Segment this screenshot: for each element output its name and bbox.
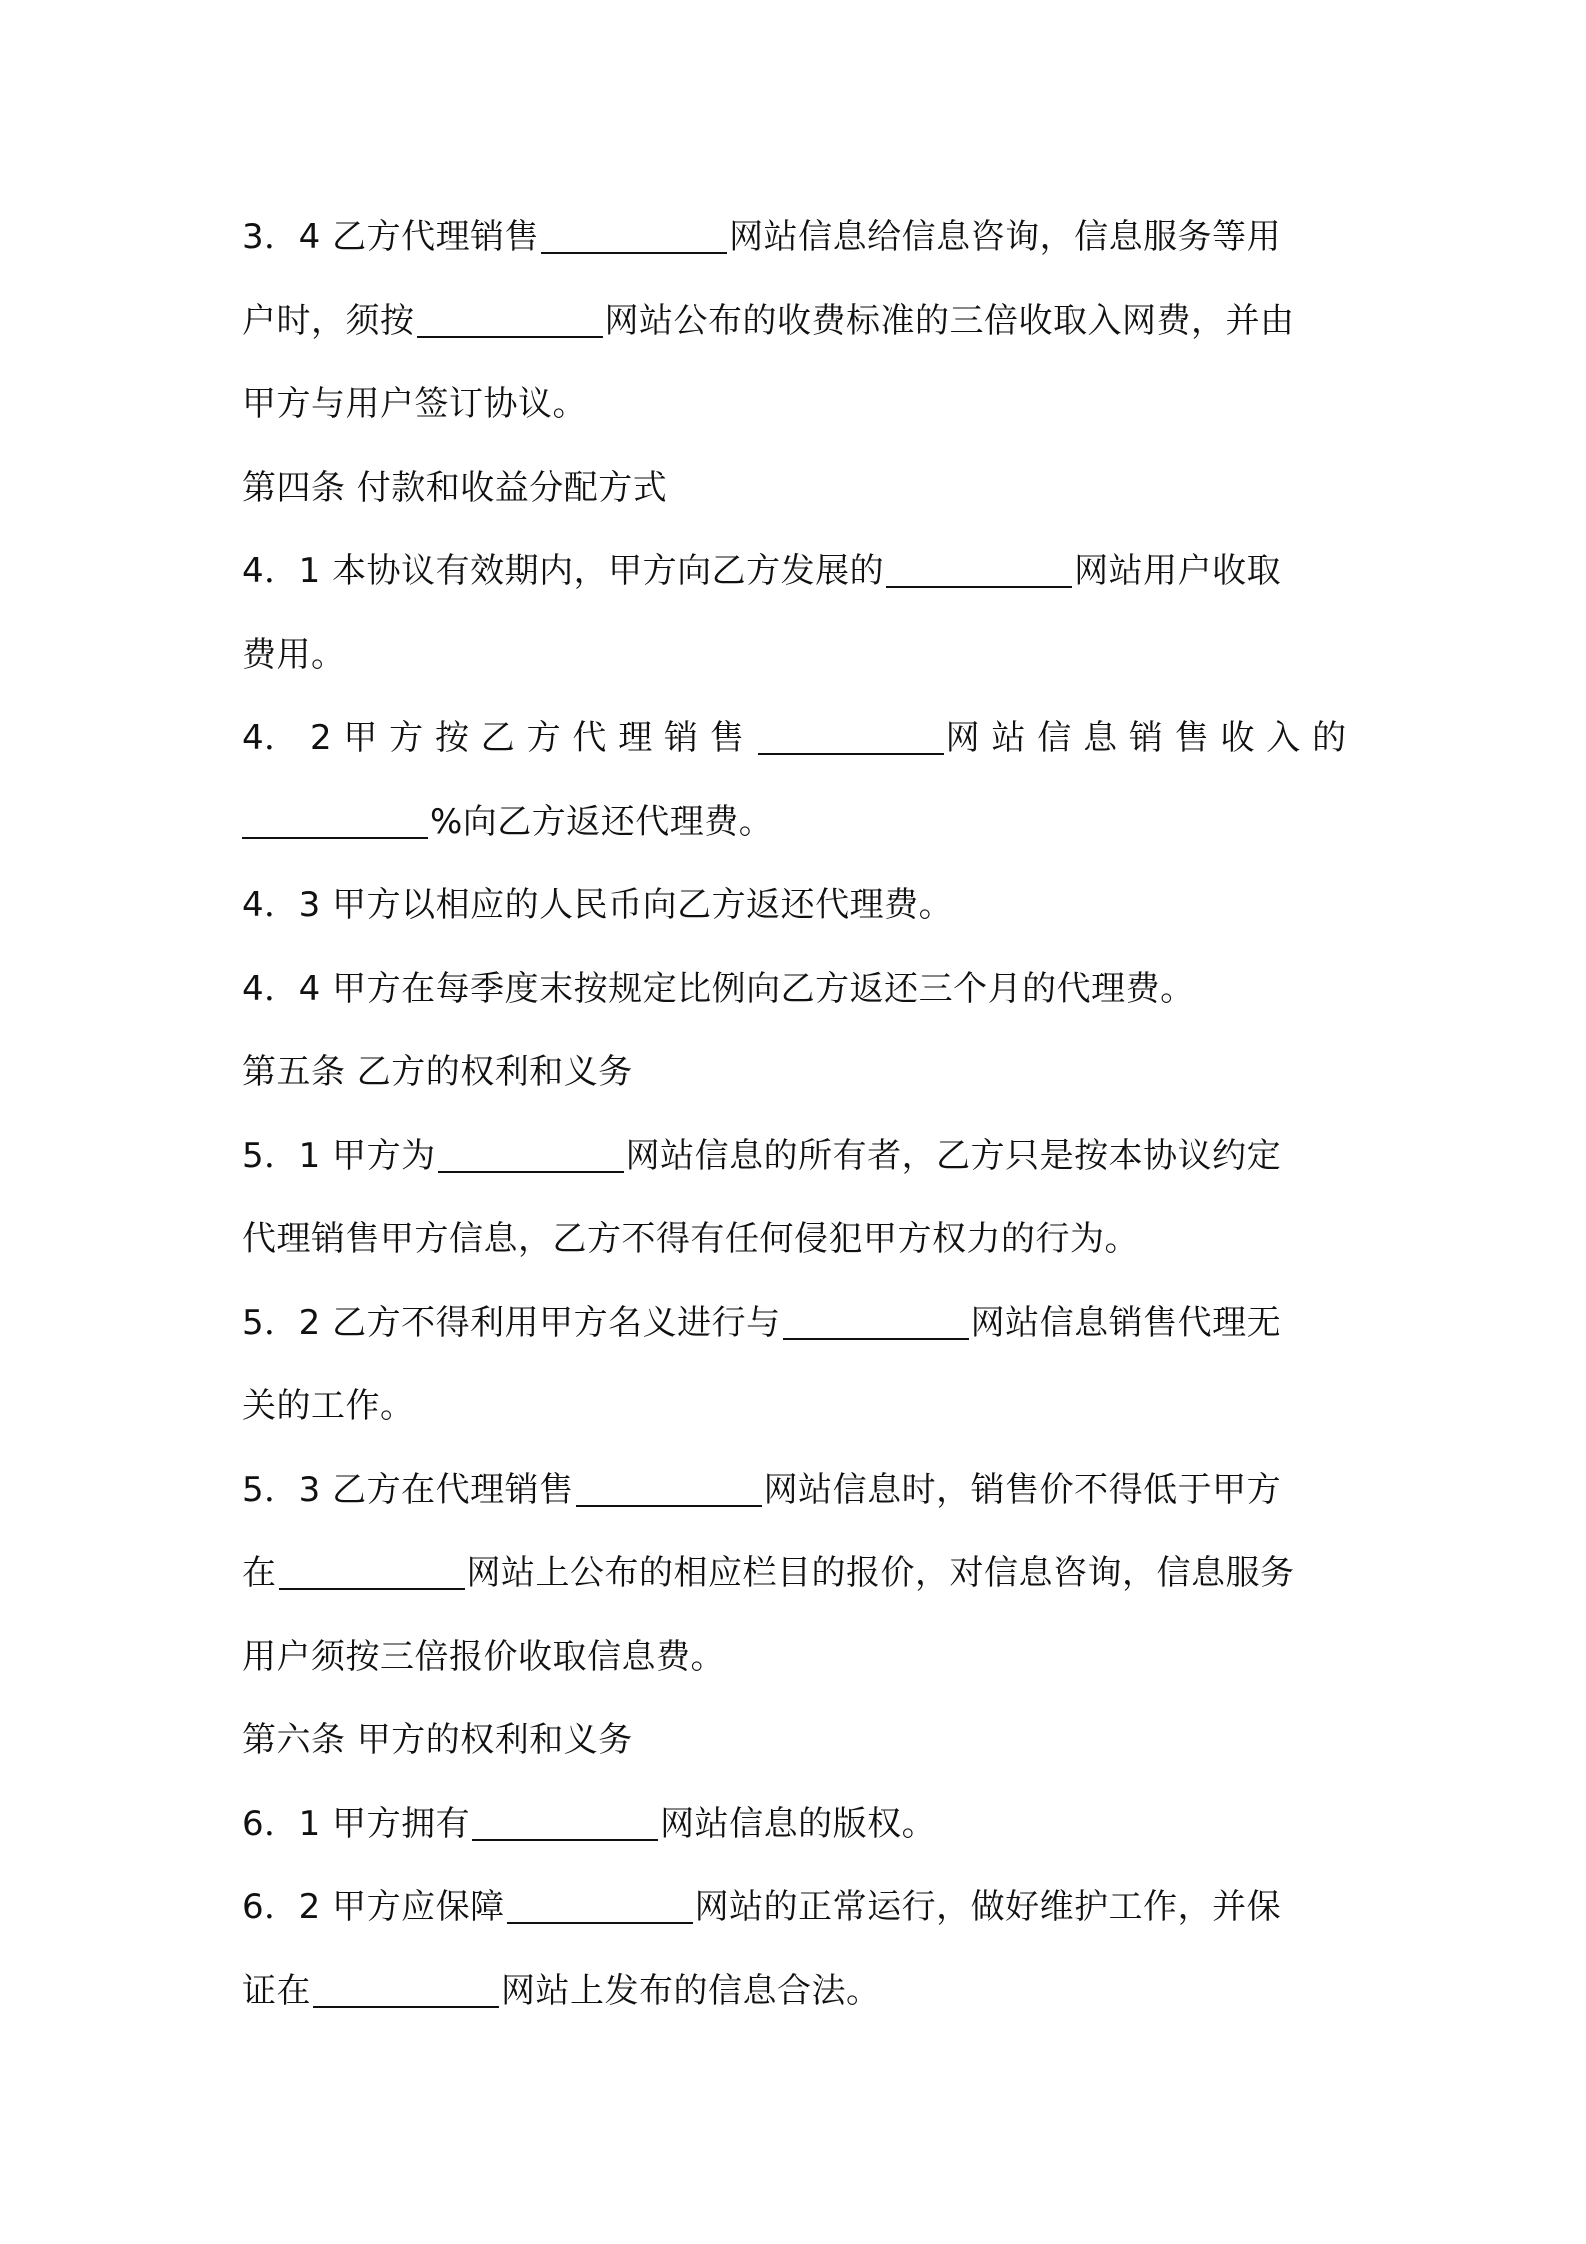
text-segment: 网站信息时，销售价不得低于甲方: [763, 1469, 1282, 1510]
text-segment: 网站信息给信息咨询，信息服务等用: [729, 217, 1282, 257]
clause-4-4: [242, 948, 1358, 1032]
fill-in-blank: [576, 1471, 762, 1507]
text-segment: 4．1 本协议有效期内，甲方向乙方发展的: [242, 551, 885, 591]
text-segment: 5．3 乙方在代理销售: [242, 1469, 574, 1510]
text-segment: 网站用户收取: [1074, 551, 1282, 591]
text-segment: 网站信息的版权。: [660, 1803, 937, 1844]
text-segment: 网站信息的所有者，乙方只是按本协议约定: [625, 1135, 1282, 1176]
text-segment: 4．3 甲方以相应的人民币向乙方返还代理费。: [242, 885, 954, 925]
clause-5-1-line-2: [242, 1198, 1358, 1282]
text-segment: 代理销售甲方信息，乙方不得有任何侵犯甲方权力的行为。: [242, 1219, 1139, 1259]
text-segment: 3．4 乙方代理销售: [242, 217, 540, 257]
text-segment: 网 站 信 息 销 售 收 入 的: [945, 718, 1347, 758]
fill-in-blank: [507, 1888, 693, 1924]
fill-in-blank: [417, 302, 603, 338]
text-segment: 费用。: [242, 634, 346, 675]
text-segment: 6．1 甲方拥有: [242, 1803, 471, 1844]
clause-3-4-line-3: [242, 363, 1358, 447]
clause-5-2-line-2: [242, 1365, 1358, 1449]
text-segment: 户时，须按: [242, 300, 415, 341]
text-segment: 甲方与用户签订协议。: [242, 384, 587, 424]
text-segment: 网站信息销售代理无: [970, 1302, 1282, 1343]
fill-in-blank: [313, 1972, 499, 2008]
clause-4-3: [242, 864, 1358, 948]
section-heading-4: [242, 447, 1358, 531]
clause-5-3-line-1: [242, 1449, 1358, 1533]
fill-in-blank: [783, 1304, 969, 1340]
text-segment: 用户须按三倍报价收取信息费。: [242, 1636, 725, 1677]
clause-3-4-line-1: [242, 196, 1358, 280]
fill-in-blank: [279, 1554, 465, 1590]
text-segment: 网站上公布的相应栏目的报价，对信息咨询，信息服务: [466, 1553, 1295, 1593]
fill-in-blank: [541, 218, 727, 254]
text-segment: 4． 2 甲 方 按 乙 方 代 理 销 售: [242, 718, 756, 758]
clause-6-2-line-1: [242, 1866, 1358, 1950]
fill-in-blank: [472, 1805, 658, 1841]
clause-4-1-line-1: [242, 530, 1358, 614]
text-segment: 5．1 甲方为: [242, 1135, 436, 1176]
clause-6-2-line-2: [242, 1950, 1358, 2034]
text-segment: 在: [242, 1553, 277, 1593]
fill-in-blank: [758, 719, 944, 755]
text-segment: 网站公布的收费标准的三倍收取入网费，并由: [604, 300, 1295, 341]
clause-3-4-line-2: [242, 280, 1358, 364]
text-segment: 证在: [242, 1970, 311, 2011]
text-segment: 关的工作。: [242, 1386, 415, 1426]
clause-5-2-line-1: [242, 1282, 1358, 1366]
fill-in-blank: [242, 803, 428, 839]
text-segment: %向乙方返还代理费。: [430, 801, 774, 842]
clause-4-2-line-1: [242, 697, 1358, 781]
clause-4-1-line-2: [242, 614, 1358, 698]
section-heading-5: [242, 1031, 1358, 1115]
document-body: [242, 196, 1358, 2033]
text-segment: 4．4 甲方在每季度末按规定比例向乙方返还三个月的代理费。: [242, 968, 1195, 1009]
clause-6-1: [242, 1783, 1358, 1867]
text-segment: 5．2 乙方不得利用甲方名义进行与: [242, 1302, 781, 1343]
clause-5-3-line-2: [242, 1532, 1358, 1616]
heading-text: 第五条 乙方的权利和义务: [242, 1052, 633, 1092]
text-segment: 网站的正常运行，做好维护工作，并保: [694, 1887, 1282, 1927]
heading-text: 第四条 付款和收益分配方式: [242, 467, 668, 508]
text-segment: 6．2 甲方应保障: [242, 1887, 505, 1927]
clause-4-2-line-2: [242, 781, 1358, 865]
text-segment: 网站上发布的信息合法。: [501, 1970, 881, 2011]
heading-text: 第六条 甲方的权利和义务: [242, 1720, 633, 1760]
clause-5-1-line-1: [242, 1115, 1358, 1199]
clause-5-3-line-3: [242, 1616, 1358, 1700]
fill-in-blank: [438, 1137, 624, 1173]
fill-in-blank: [886, 552, 1072, 588]
section-heading-6: [242, 1699, 1358, 1783]
